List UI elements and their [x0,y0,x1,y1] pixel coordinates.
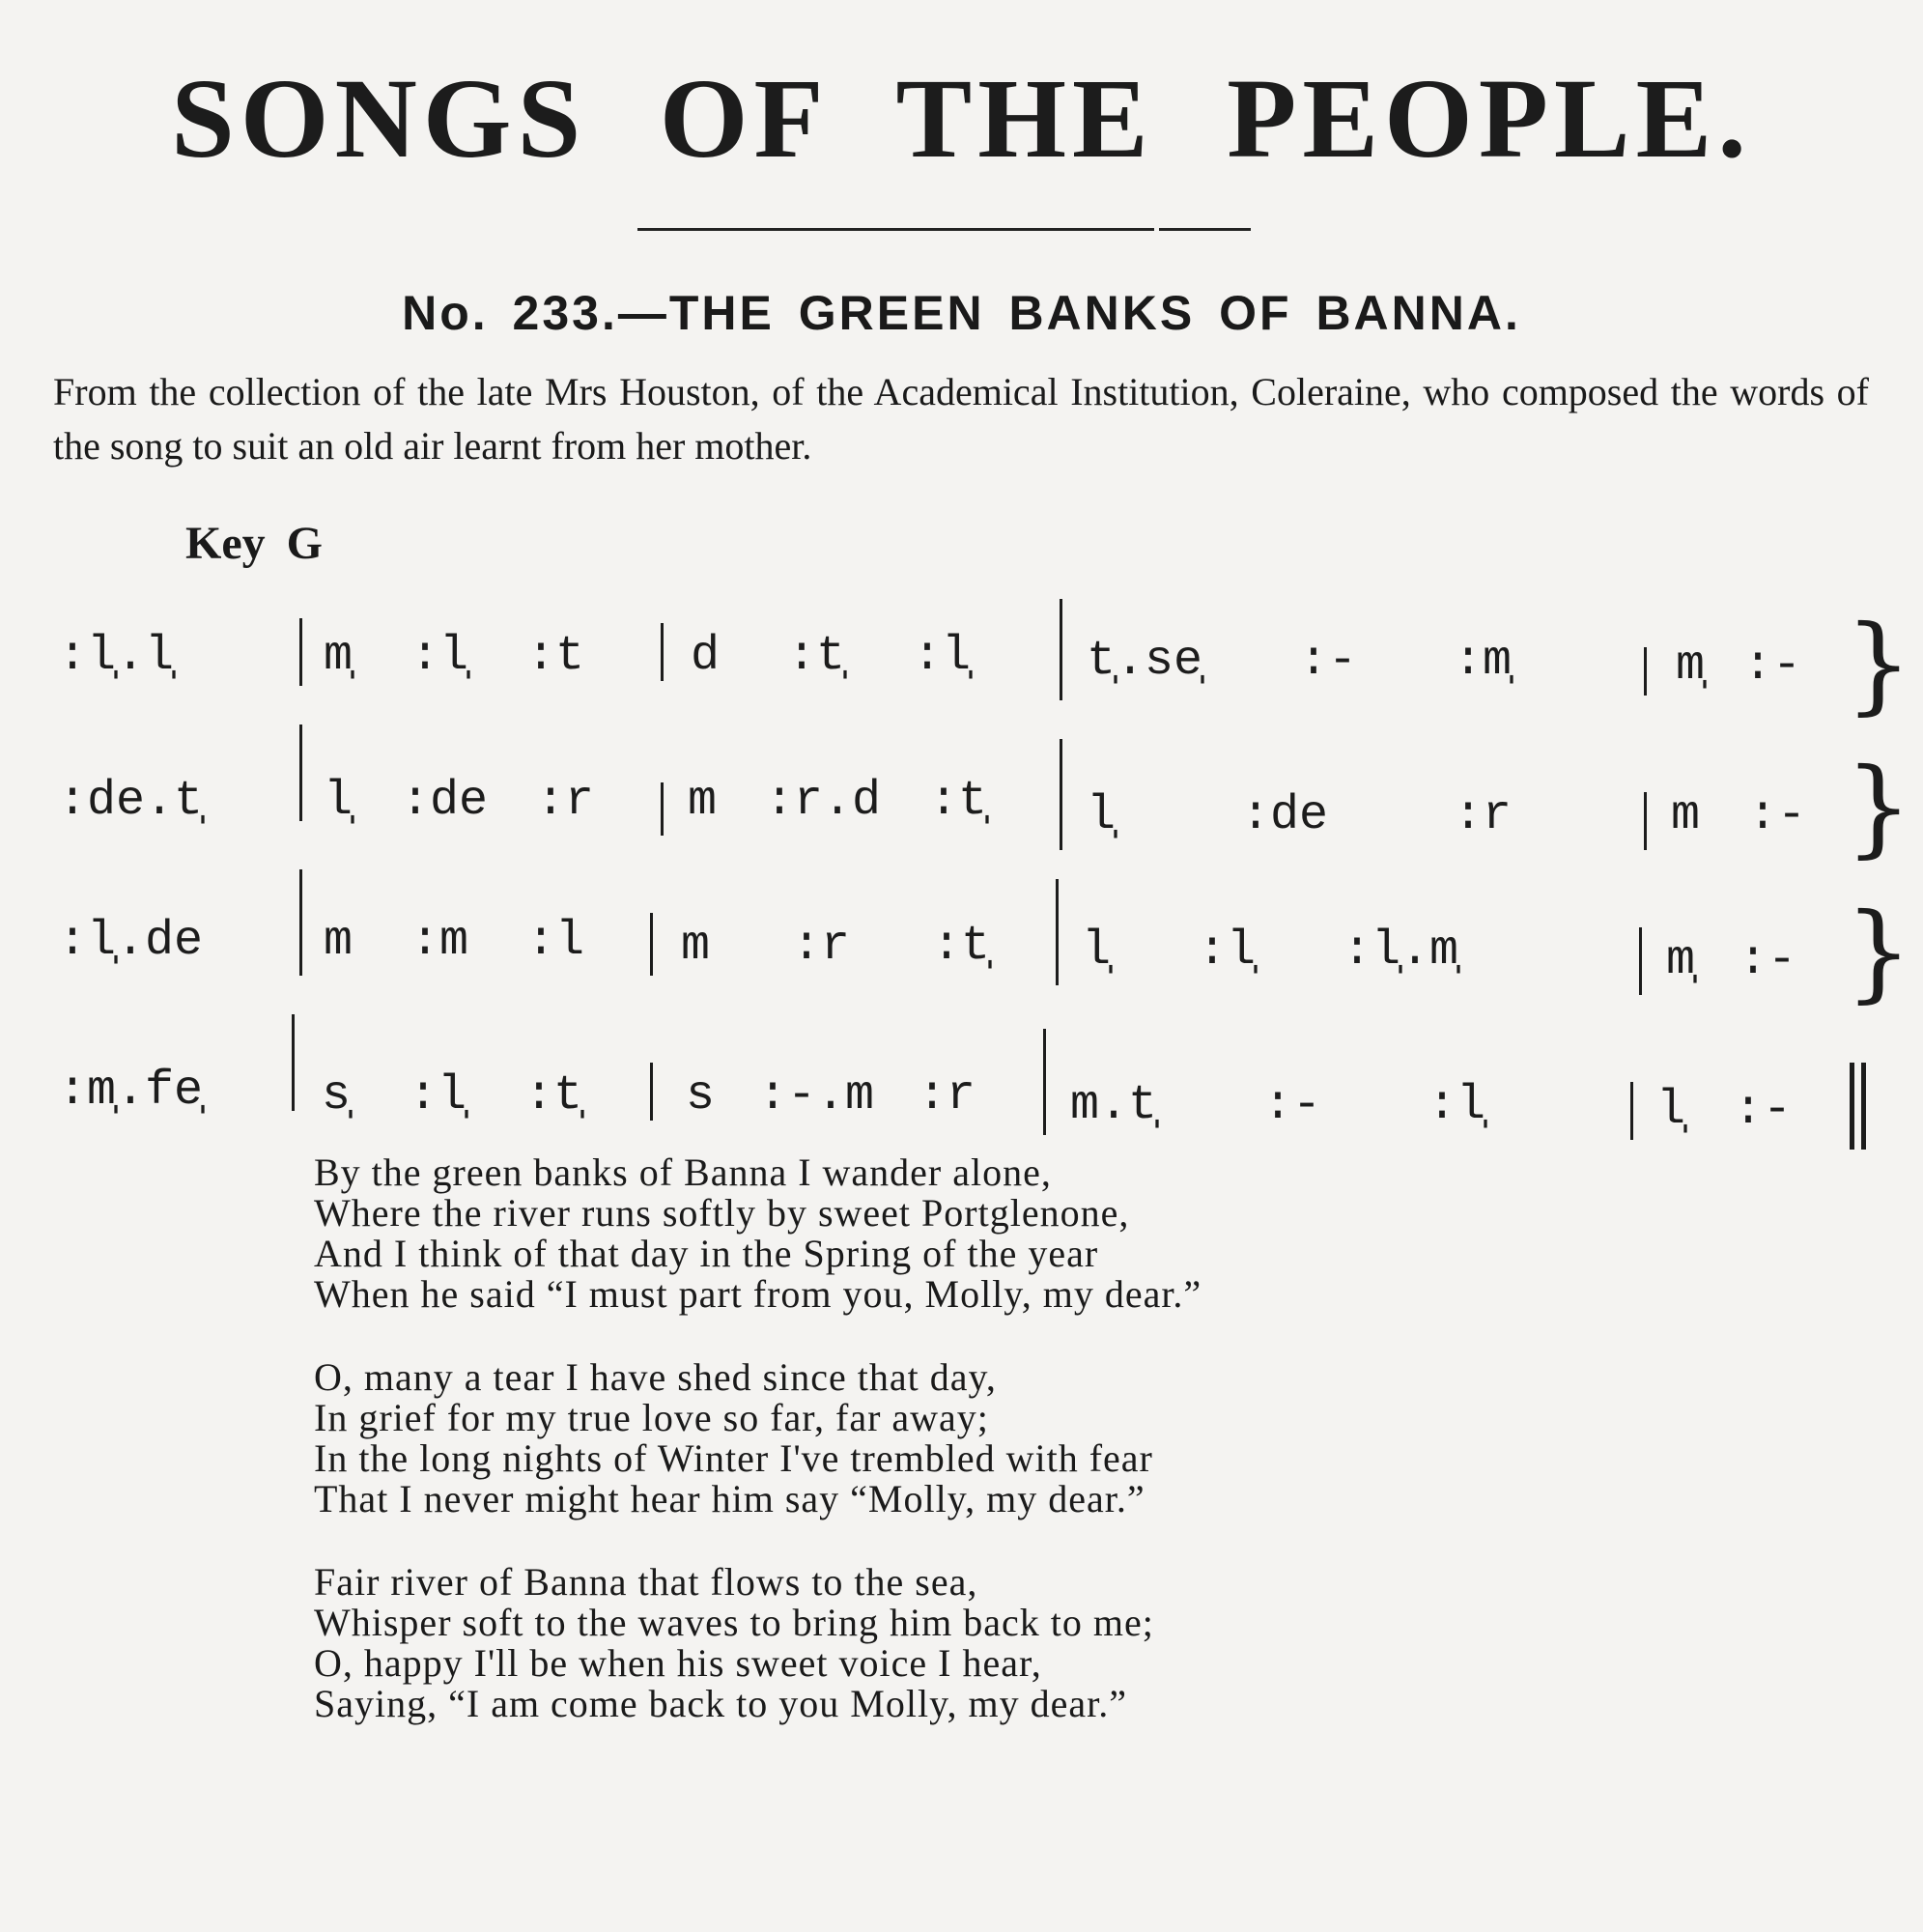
bar-line [299,724,302,821]
bar-line [1639,927,1642,995]
lyric-line: O, happy I'll be when his sweet voice I hear, [314,1641,1042,1685]
page-title: SONGS OF THE PEOPLE. [171,55,1752,182]
notation-cell: m.t̩ :- :l̩ [1070,1078,1486,1133]
lyric-line: Where the river runs softly by sweet Portglenone, [314,1191,1130,1235]
brace: } [1845,745,1912,868]
brace: } [1845,602,1912,725]
stanza-1 [314,1152,1202,1315]
intro-paragraph: From the collection of the late Mrs Houston, of the Academical Institution, Coleraine, who composed the words of the song to suit an old air learnt from her mother. [53,370,1869,468]
brace: } [1845,890,1912,1013]
notation-cell: :l̩.l̩ [58,629,175,684]
lyric-line: O, many a tear I have shed since that day, [314,1355,997,1399]
lyric-line: Whisper soft to the waves to bring him back to me; [314,1601,1154,1644]
bar-line [650,1063,653,1121]
lyric-line: When he said “I must part from you, Molly, my dear.” [314,1272,1202,1316]
bar-line [1630,1082,1633,1140]
notation-cell: l̩ :de :r [1087,788,1513,843]
bar-line [661,623,664,681]
bar-line [299,618,302,686]
final-double-bar [1861,1063,1866,1150]
key-signature: Key G [185,518,323,569]
bar-line [1060,599,1062,700]
notation-cell: s :-.m :r [686,1068,976,1123]
bar-line [1060,739,1062,850]
song-lyrics [314,1152,1202,1767]
lyric-line: And I think of that day in the Spring of the year [314,1232,1099,1275]
notation-cell: m̩ :- [1676,639,1802,694]
final-double-bar [1850,1063,1854,1150]
notation-cell: m :- [1671,788,1807,843]
stanza-3 [314,1562,1202,1724]
stanza-2 [314,1357,1202,1520]
notation-cell: l̩ :l̩ :l̩.m̩ [1082,923,1459,979]
notation-cell: m̩ :l̩ :t [324,629,585,684]
notation-cell: :l̩.de [58,914,204,969]
bar-line [299,869,302,976]
song-title: No. 233.—THE GREEN BANKS OF BANNA. [402,286,1521,340]
notation-cell: m :m :l [324,914,585,969]
notation-cell: :de.t̩ [58,774,204,829]
bar-line [650,913,653,976]
lyric-line: By the green banks of Banna I wander alone, [314,1151,1052,1194]
notation-cell: m :r.d :t̩ [688,774,988,829]
bar-line [661,782,664,836]
notation-cell: l̩ :- [1656,1083,1793,1138]
lyric-line: Saying, “I am come back to you Molly, my dear.” [314,1682,1127,1725]
bar-line [1644,792,1647,850]
bar-line [292,1014,295,1111]
lyric-line: In the long nights of Winter I've trembled with fear [314,1436,1153,1480]
lyric-line: In grief for my true love so far, far away; [314,1396,989,1439]
notation-cell: m̩ :- [1666,933,1797,988]
bar-line [1043,1029,1046,1135]
notation-cell: t̩.se̩ :- :m̩ [1087,634,1513,689]
notation-cell: s̩ :l̩ :t̩ [322,1068,583,1123]
notation-cell: l̩ :de :r [324,774,595,829]
bar-line [1644,647,1647,696]
lyric-line: Fair river of Banna that flows to the sea, [314,1560,978,1604]
lyric-line: That I never might hear him say “Molly, my dear.” [314,1477,1145,1520]
notation-cell: d :t̩ :l̩ [691,629,972,684]
notation-cell: m :r :t̩ [681,919,991,974]
bar-line [1056,879,1059,985]
notation-cell: :m̩.fe̩ [58,1064,204,1119]
